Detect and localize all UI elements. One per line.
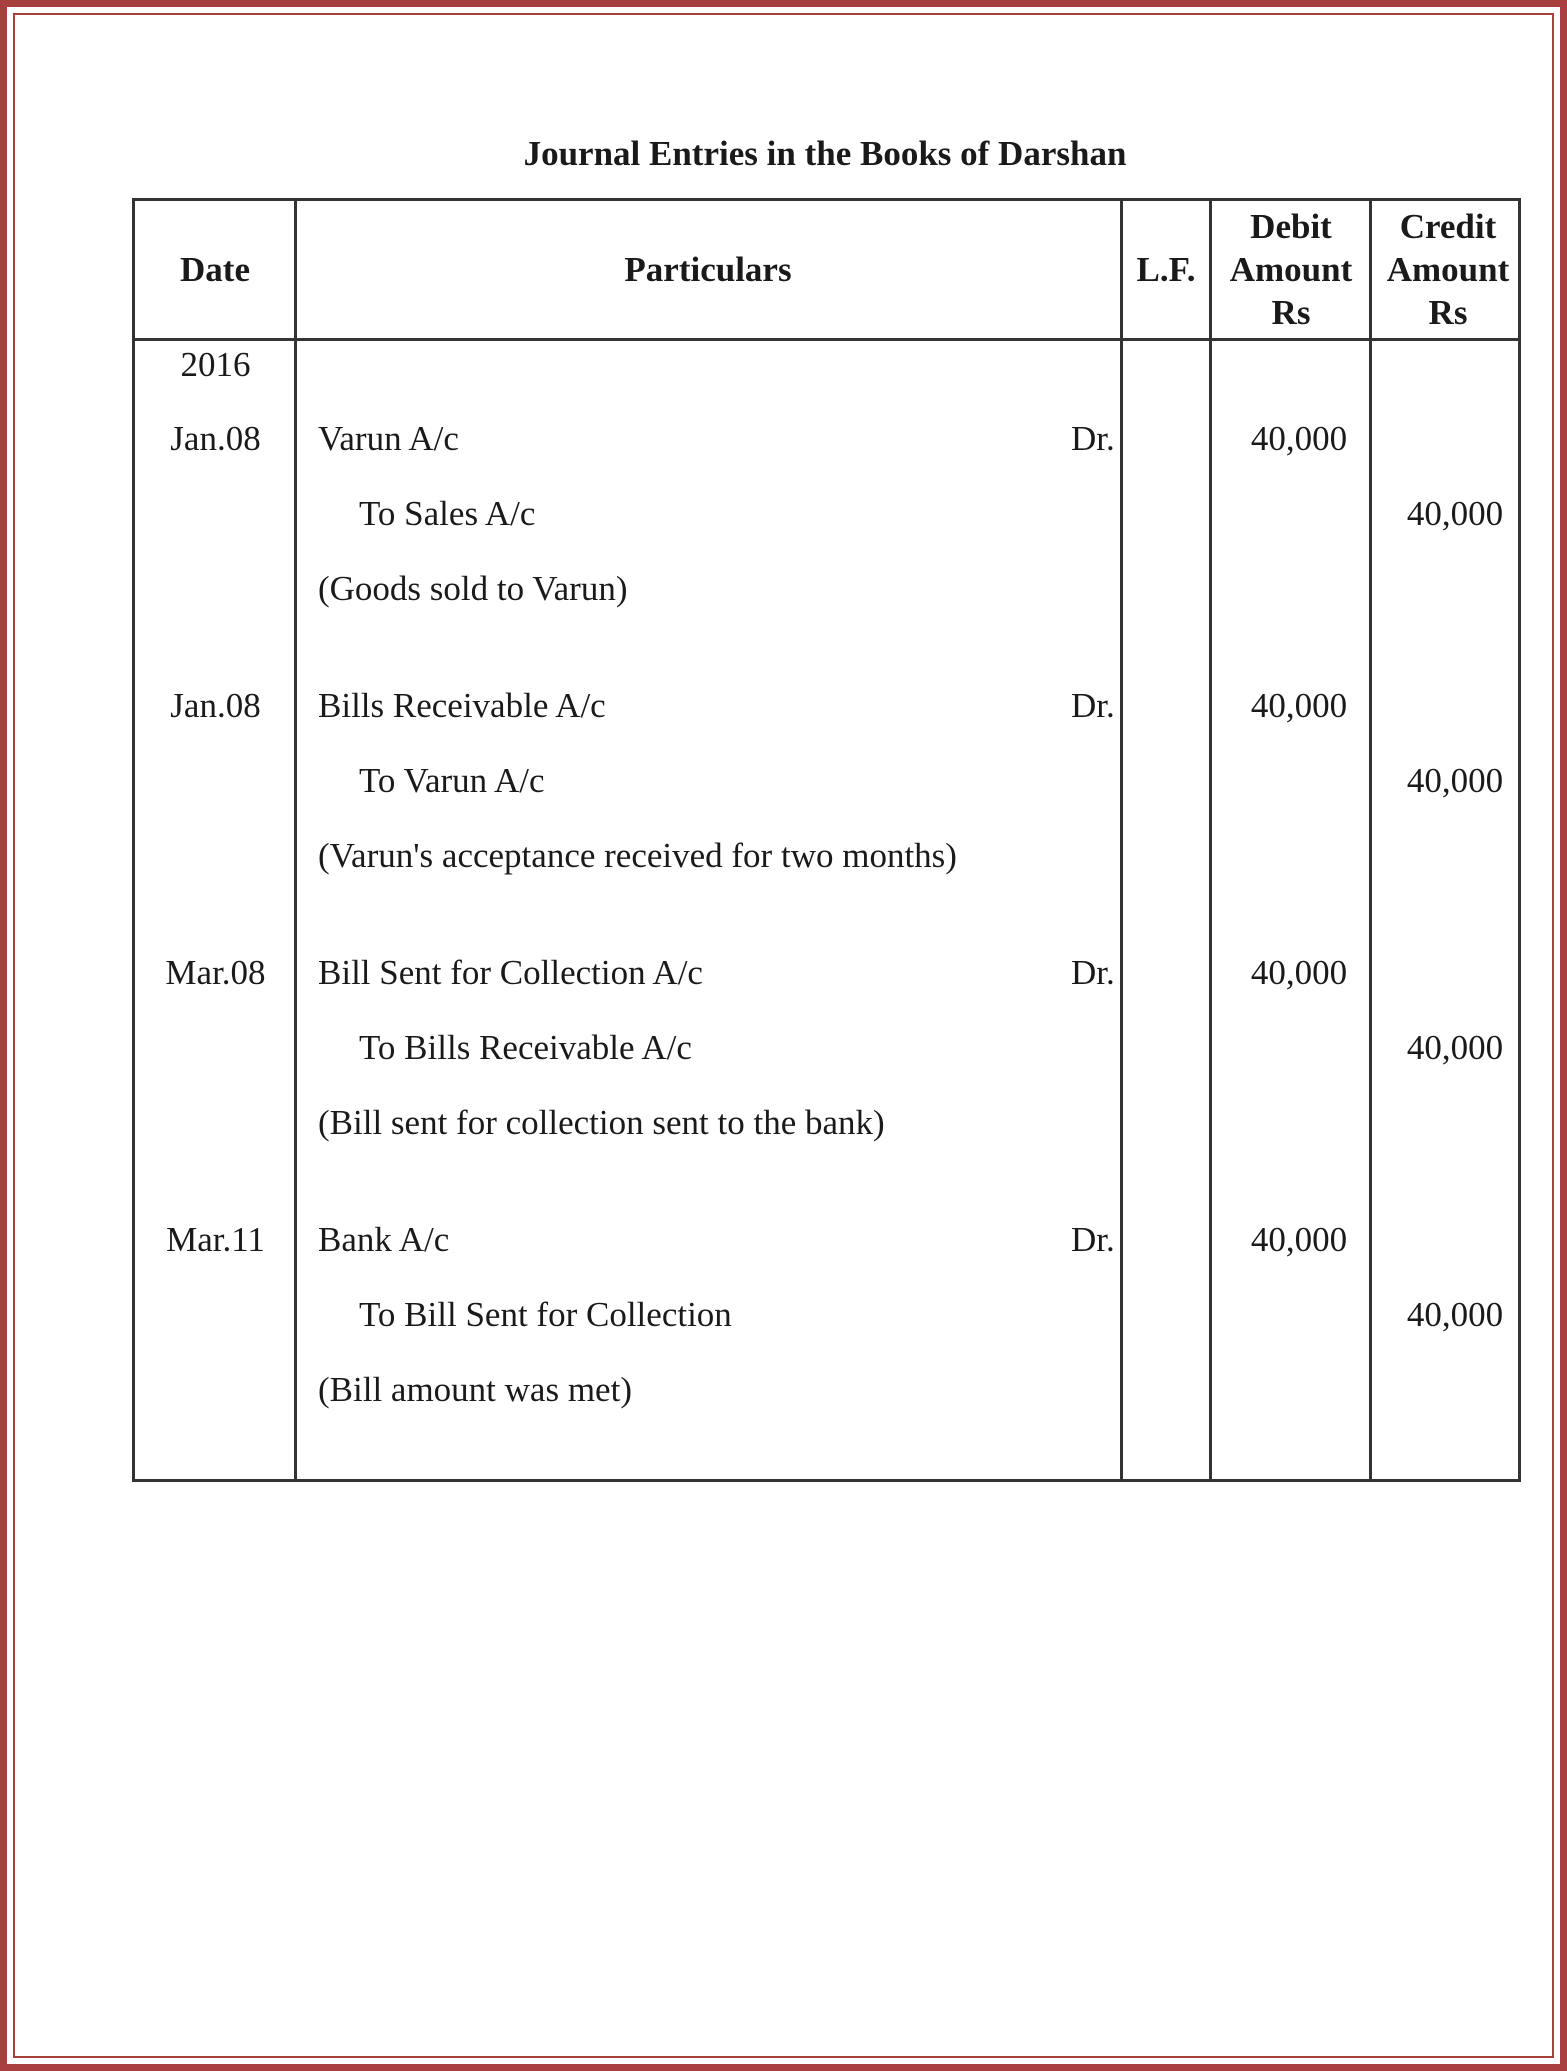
header-credit-amount (1372, 201, 1524, 338)
entry-credit-account: To Bill Sent for Collection (359, 1295, 732, 1334)
header-divider (135, 338, 1518, 341)
entry-debit-amount: 40,000 (1250, 953, 1348, 992)
column-divider (294, 201, 297, 1479)
journal-table (132, 198, 1521, 1482)
entry-narration: (Bill sent for collection sent to the bank) (318, 1103, 885, 1142)
header-credit-line: Rs (1428, 293, 1468, 332)
header-lf: L.F. (1136, 250, 1196, 289)
entry-credit-amount: 40,000 (1406, 761, 1504, 800)
entry-date: Mar.08 (165, 953, 266, 992)
entry-date: Jan.08 (170, 419, 261, 458)
header-debit-line: Debit (1250, 207, 1332, 246)
entry-credit-account: To Bills Receivable A/c (359, 1028, 692, 1067)
entry-debit-account: Bills Receivable A/c (318, 686, 606, 725)
entry-debit-account: Bill Sent for Collection A/c (318, 953, 703, 992)
entry-dr-marker: Dr. (1071, 1220, 1115, 1259)
column-divider (1369, 201, 1372, 1479)
entry-debit-amount: 40,000 (1250, 686, 1348, 725)
column-divider (1120, 201, 1123, 1479)
entry-credit-account: To Sales A/c (359, 494, 536, 533)
entry-narration: (Varun's acceptance received for two months) (318, 836, 957, 875)
entry-debit-amount: 40,000 (1250, 1220, 1348, 1259)
entry-dr-marker: Dr. (1071, 419, 1115, 458)
page-title: Journal Entries in the Books of Darshan (523, 134, 1127, 173)
entry-narration: (Bill amount was met) (318, 1370, 632, 1409)
header-debit-line: Amount (1229, 250, 1353, 289)
header-debit-amount (1212, 201, 1370, 338)
entry-debit-amount: 40,000 (1250, 419, 1348, 458)
entry-date: Jan.08 (170, 686, 261, 725)
header-debit-line: Rs (1271, 293, 1311, 332)
entry-dr-marker: Dr. (1071, 686, 1115, 725)
year-label: 2016 (180, 345, 251, 384)
entry-dr-marker: Dr. (1071, 953, 1115, 992)
entry-credit-account: To Varun A/c (359, 761, 545, 800)
column-divider (1209, 201, 1212, 1479)
entry-debit-account: Bank A/c (318, 1220, 450, 1259)
entry-credit-amount: 40,000 (1406, 1295, 1504, 1334)
entry-narration: (Goods sold to Varun) (318, 569, 628, 608)
header-particulars: Particulars (624, 250, 792, 289)
header-credit-line: Credit (1399, 207, 1497, 246)
entry-credit-amount: 40,000 (1406, 494, 1504, 533)
entry-debit-account: Varun A/c (318, 419, 459, 458)
header-credit-line: Amount (1386, 250, 1510, 289)
header-date: Date (180, 250, 250, 289)
entry-credit-amount: 40,000 (1406, 1028, 1504, 1067)
entry-date: Mar.11 (166, 1220, 265, 1259)
